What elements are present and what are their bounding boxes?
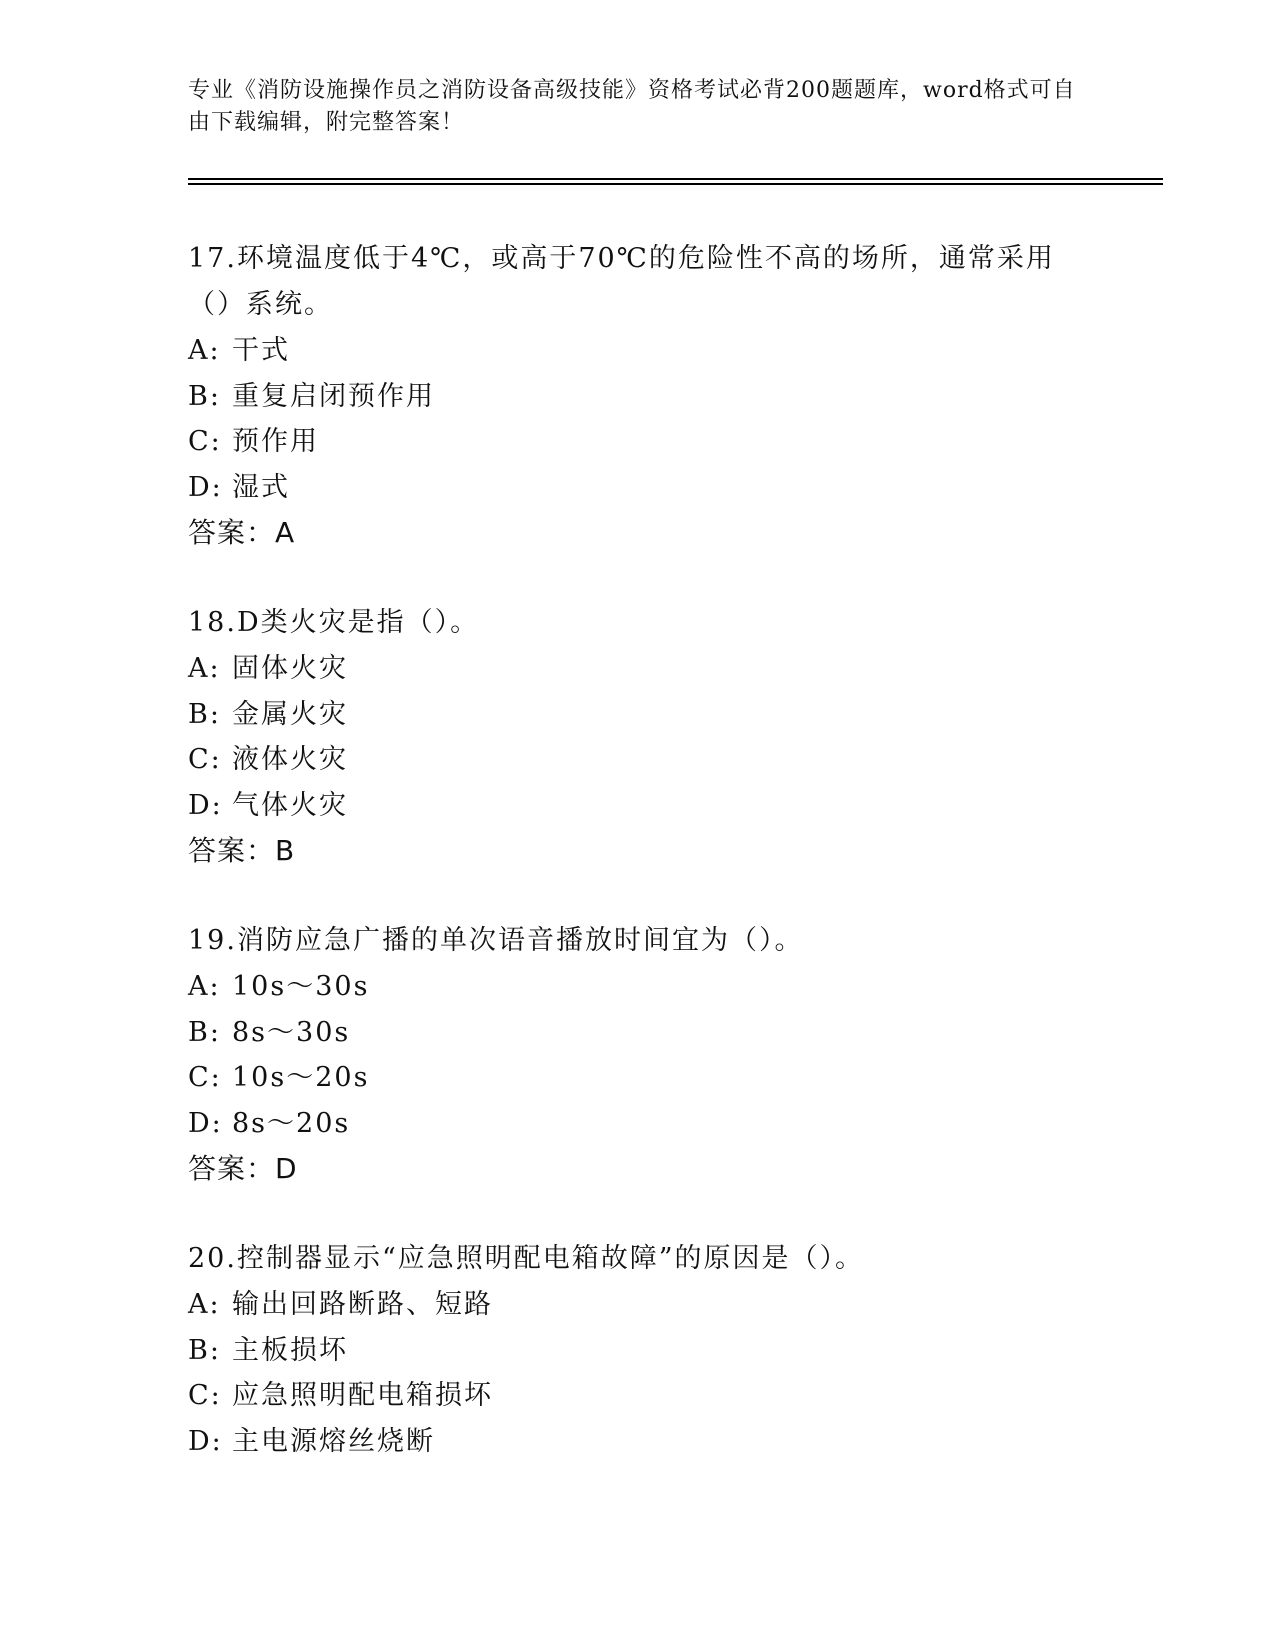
option-d xyxy=(188,465,1088,511)
option-a xyxy=(188,646,1088,692)
option-c xyxy=(188,1055,1088,1101)
option-text: 10s～30s xyxy=(232,971,370,1002)
option-a xyxy=(188,328,1088,374)
option-letter: B: xyxy=(188,1334,221,1366)
option-text: 8s～30s xyxy=(232,1016,351,1048)
option-text: 液体火灾 xyxy=(232,744,348,775)
document-header: 专业《消防设施操作员之消防设备高级技能》资格考试必背200题题库，word格式可自由下载编辑，附完整答案！ xyxy=(188,78,1076,135)
option-text: 湿式 xyxy=(232,471,290,503)
option-letter: B: xyxy=(188,1016,221,1048)
option-b xyxy=(188,692,1088,738)
option-text: 应急照明配电箱损坏 xyxy=(232,1380,493,1411)
answer-line: 答案：B xyxy=(188,834,296,867)
option-letter: A: xyxy=(188,971,221,1002)
option-b xyxy=(188,1328,1088,1374)
option-b xyxy=(188,374,1088,420)
option-text: 10s～20s xyxy=(232,1062,370,1093)
question-stem: 19.消防应急广播的单次语音播放时间宜为（）。 xyxy=(188,925,804,956)
question-18 xyxy=(188,600,1088,874)
option-d xyxy=(188,1419,1088,1465)
answer-line: 答案：D xyxy=(188,1152,298,1185)
option-text: 主板损坏 xyxy=(232,1334,348,1366)
option-list xyxy=(188,646,1088,828)
option-text: 金属火灾 xyxy=(232,698,348,730)
option-text: 重复启闭预作用 xyxy=(232,380,435,412)
option-text: 预作用 xyxy=(232,426,319,457)
option-letter: B: xyxy=(188,698,221,730)
option-text: 输出回路断路、短路 xyxy=(232,1289,493,1320)
option-letter: A: xyxy=(188,653,221,684)
question-list xyxy=(188,236,1088,1508)
header-divider-bottom xyxy=(188,183,1163,185)
option-list xyxy=(188,328,1088,510)
option-c xyxy=(188,737,1088,783)
answer-line: 答案：A xyxy=(188,516,296,549)
option-a xyxy=(188,964,1088,1010)
option-letter: D: xyxy=(188,789,223,821)
option-d xyxy=(188,783,1088,829)
option-d xyxy=(188,1101,1088,1147)
question-19 xyxy=(188,918,1088,1192)
option-text: 固体火灾 xyxy=(232,653,348,684)
option-c xyxy=(188,419,1088,465)
option-letter: C: xyxy=(188,426,222,457)
option-letter: D: xyxy=(188,1425,223,1457)
question-stem: 17.环境温度低于4℃，或高于70℃的危险性不高的场所，通常采用（）系统。 xyxy=(188,243,1055,320)
option-text: 气体火灾 xyxy=(232,789,348,821)
option-list xyxy=(188,964,1088,1146)
question-17 xyxy=(188,236,1088,556)
option-letter: D: xyxy=(188,471,223,503)
option-text: 干式 xyxy=(232,335,290,366)
option-letter: B: xyxy=(188,380,221,412)
question-stem: 18.D类火灾是指（）。 xyxy=(188,607,480,638)
option-b xyxy=(188,1010,1088,1056)
option-letter: C: xyxy=(188,744,222,775)
option-a xyxy=(188,1282,1088,1328)
question-20 xyxy=(188,1236,1088,1464)
question-stem: 20.控制器显示“应急照明配电箱故障”的原因是（）。 xyxy=(188,1243,865,1274)
option-text: 8s～20s xyxy=(232,1107,351,1139)
header-divider-top xyxy=(188,178,1163,180)
option-letter: A: xyxy=(188,1289,221,1320)
option-letter: C: xyxy=(188,1062,222,1093)
option-c xyxy=(188,1373,1088,1419)
option-letter: A: xyxy=(188,335,221,366)
option-list xyxy=(188,1282,1088,1464)
option-letter: C: xyxy=(188,1380,222,1411)
option-text: 主电源熔丝烧断 xyxy=(232,1425,435,1457)
option-letter: D: xyxy=(188,1107,223,1139)
